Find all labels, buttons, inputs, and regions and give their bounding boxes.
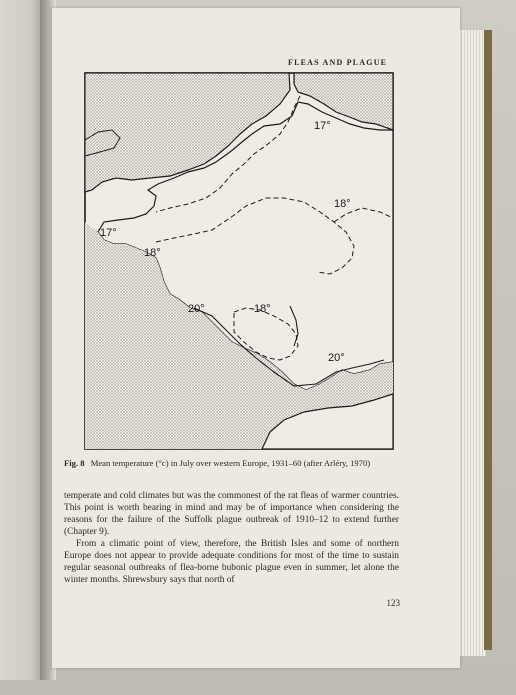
isotherm-label-18-west: 18° (144, 247, 161, 259)
isotherm-label-17-east: 17° (314, 120, 331, 132)
book-cover-edge (484, 30, 492, 650)
left-page (0, 0, 44, 680)
body-paragraph-1: temperate and cold climates but was the commonest of the rat fleas of warmer countries. This point is worth bearing in mind and may be of importance when considering the reasons for the failure of the Suffolk plague outbreak of 1910–12 to extend further (Chapter 9). (64, 491, 399, 537)
isotherm-label-20-west: 20° (188, 303, 205, 315)
page-edges (456, 30, 486, 656)
isotherm-label-18-south: 18° (254, 303, 271, 315)
isotherm-map (84, 72, 394, 450)
running-head: FLEAS AND PLAGUE (288, 58, 388, 67)
body-text (64, 490, 399, 586)
isotherm-label-17-west: 17° (100, 227, 117, 239)
isotherm-label-18-east: 18° (334, 198, 351, 210)
caption-text: Mean temperature (°c) in July over western Europe, 1931–60 (after Arléry, 1970) (90, 458, 371, 468)
page-number: 123 (386, 598, 400, 608)
figure-caption (64, 458, 399, 469)
caption-label: Fig. 8 (64, 458, 85, 468)
body-paragraph-2: From a climatic point of view, therefore, the British Isles and some of northern Europe does not appear to provide adequate conditions for most of the time to sustain regular seasonal outbreaks of flea-borne bubonic plague even in summer, let alone the winter months. Shrewsbury says that north of (64, 539, 399, 585)
isotherm-label-20-south: 20° (328, 352, 345, 364)
